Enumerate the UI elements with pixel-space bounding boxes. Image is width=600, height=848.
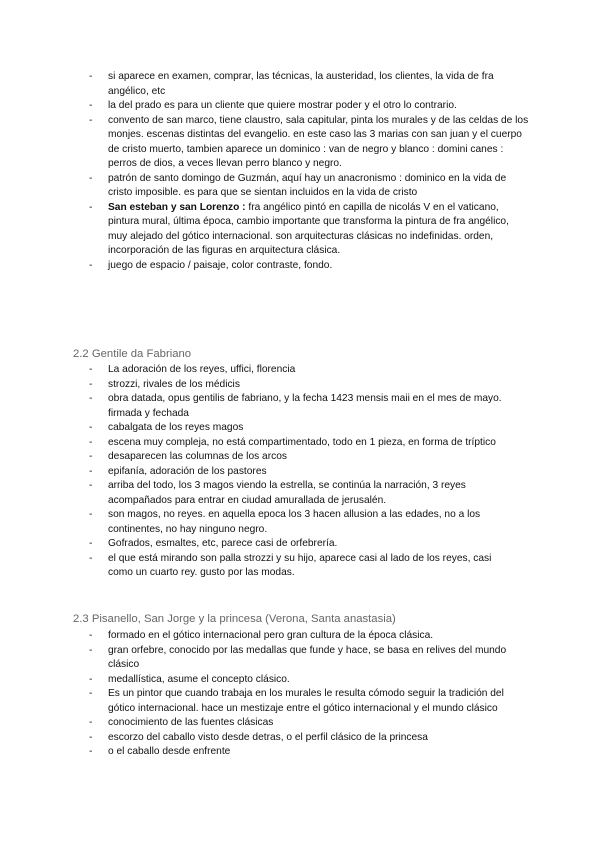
list-item: - son magos, no reyes. en aquella epoca los 3 hacen allusion a las edades, no a los continentes, no hay ninguno negro. [89,508,519,537]
list-item: - escena muy compleja, no está compartimentado, todo en 1 pieza, en forma de tríptico [89,436,519,451]
list-item-text: fra angélico pintó en capilla de nicolás V en el vaticano, pintura mural, última época, cambio importante que transforma la pintura de fra angélico, muy alejado del gótico internacional. son arquitecturas clásicas no indefinidas. orden, incorporación de las figuras en arquitectura clásica. [108,201,509,256]
section-heading-pisanello: 2.3 Pisanello, San Jorge y la princesa (Verona, Santa anastasia) [73,613,396,625]
pisanello-notes-list [89,629,519,760]
list-item: - obra datada, opus gentilis de fabriano, y la fecha 1423 mensis maii en el mes de mayo. firmada y fechada [89,392,519,421]
list-item: - conocimiento de las fuentes clásicas [89,716,519,731]
list-item: - o el caballo desde enfrente [89,745,519,760]
list-item: - La adoración de los reyes, uffici, florencia [89,363,519,378]
list-item: - desaparecen las columnas de los arcos [89,450,519,465]
list-item: - Es un pintor que cuando trabaja en los murales le resulta cómodo seguir la tradición del gótico internacional. hace un mestizaje entre el gótico internacional y el mundo clásico [89,687,519,716]
list-item: - arriba del todo, los 3 magos viendo la estrella, se continúa la narración, 3 reyes acompañados para entrar en ciudad amurallada de jerusalén. [89,479,519,508]
list-item: - la del prado es para un cliente que quiere mostrar poder y el otro lo contrario. [89,99,529,114]
list-item: - Gofrados, esmaltes, etc, parece casi de orfebrería. [89,537,519,552]
bold-lead-text: San esteban y san Lorenzo : [108,201,246,213]
section-heading-gentile: 2.2 Gentile da Fabriano [73,348,192,360]
list-item: - escorzo del caballo visto desde detras, o el perfil clásico de la princesa [89,731,519,746]
list-item: - juego de espacio / paisaje, color contraste, fondo. [89,259,529,274]
list-item: - el que está mirando son palla strozzi y su hijo, aparece casi al lado de los reyes, casi como un cuarto rey. gusto por las modas. [89,552,519,581]
list-item: - strozzi, rivales de los médicis [89,378,519,393]
list-item: - medallística, asume el concepto clásico. [89,673,519,688]
list-item: - patrón de santo domingo de Guzmán, aquí hay un anacronismo : dominico en la vida de cristo imposible. es para que se sientan incluidos en la vida de cristo [89,172,529,201]
list-item: - convento de san marco, tiene claustro, sala capitular, pinta los murales y de las celdas de los monjes. escenas distintas del evangelio. en este caso las 3 marias con san juan y el cuerpo de cristo muerto, tambien aparece un dominico : van de negro y blanco : domini canes : perros de dios, a veces llevan perro blanco y negro. [89,114,529,172]
gentile-notes-list [89,363,519,581]
list-item: - gran orfebre, conocido por las medallas que funde y hace, se basa en relives del mundo clásico [89,644,519,673]
list-item: - cabalgata de los reyes magos [89,421,519,436]
list-item: - formado en el gótico internacional pero gran cultura de la época clásica. [89,629,519,644]
fra-angelico-notes-list [89,70,529,273]
list-item: - epifanía, adoración de los pastores [89,465,519,480]
list-item [89,201,529,259]
list-item: - si aparece en examen, comprar, las técnicas, la austeridad, los clientes, la vida de fra angélico, etc [89,70,529,99]
